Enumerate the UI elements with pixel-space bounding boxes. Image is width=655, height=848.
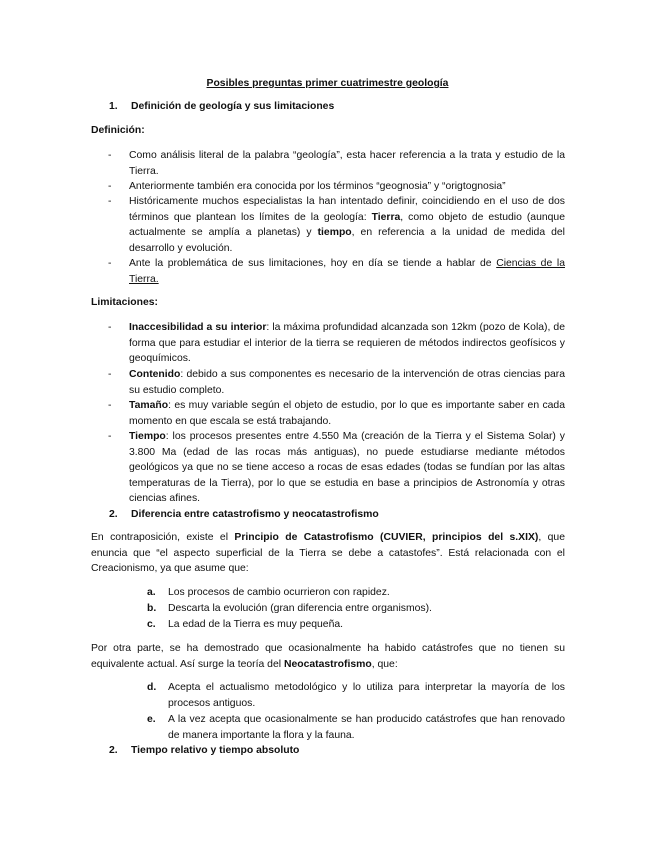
section-2-heading	[109, 507, 379, 523]
neocatastrofismo-paragraph: Por otra parte, se ha demostrado que ocasionalmente ha habido catástrofes que no tienen su equivalente actual. Así surge la teoría del Neocatastrofismo, que:	[91, 643, 565, 670]
section-2-number: 2.	[109, 509, 118, 520]
section-1-number: 1.	[109, 101, 118, 112]
limitation-item: - Contenido: debido a sus componentes es necesario de la intervención de otras ciencias para su estudio completo.	[108, 369, 565, 396]
section-3-number: 2.	[109, 745, 118, 756]
lettered-item: d. Acepta el actualismo metodológico y lo utiliza para interpretar la mayoría de los procesos antiguos.	[147, 682, 565, 709]
definition-label: Definición:	[91, 125, 145, 136]
limitation-item: - Inaccesibilidad a su interior: la máxima profundidad alcanzada son 12km (pozo de Kola), de forma que para estudiar el interior de la tierra se requieren de métodos indirectos geofísicos y geoquímicos.	[108, 322, 565, 365]
term-tierra: Tierra	[371, 211, 401, 223]
section-3-title: Tiempo relativo y tiempo absoluto	[131, 745, 300, 756]
section-3-heading	[109, 743, 299, 759]
lettered-item: c. La edad de la Tierra es muy pequeña.	[147, 619, 344, 630]
ciencias-tierra-link[interactable]: Ciencias de la Tierra.	[129, 258, 565, 285]
section-2-title: Diferencia entre catastrofismo y neocatastrofismo	[131, 509, 379, 520]
limitation-item: - Tiempo: los procesos presentes entre 4.550 Ma (creación de la Tierra y el Sistema Solar) y 3.800 Ma (edad de las rocas más antiguas), no puede estudiarse mediante métodos geológicos ya que no se tiene acceso a rocas de esas edades (todas se fundían por las altas temperaturas de la Tierra), por lo que se estudia en base a principios de Astronomía y otras ciencias afines.	[108, 431, 565, 505]
limitation-item: - Tamaño: es muy variable según el objeto de estudio, por lo que es importante saber en cada momento en que escala se está trabajando.	[108, 400, 565, 427]
definition-item: - Anteriormente también era conocida por los términos “geognosia” y “origtognosia”	[108, 181, 506, 192]
principio-catastrofismo: Principio de Catastrofismo (CUVIER, principios del s.XIX)	[234, 532, 539, 543]
term-neocatastrofismo: Neocatastrofismo	[283, 658, 372, 670]
section-1-heading	[109, 99, 334, 115]
term-tiempo: tiempo	[317, 227, 352, 239]
document-title: Posibles preguntas primer cuatrimestre geología	[206, 78, 449, 89]
lettered-item: b. Descarta la evolución (gran diferencia entre organismos).	[147, 603, 432, 614]
lettered-item: e. A la vez acepta que ocasionalmente se han producido catástrofes que han renovado de manera importante la flora y la fauna.	[147, 714, 565, 741]
section-1-title: Definición de geología y sus limitaciones	[131, 101, 335, 112]
lettered-item: a. Los procesos de cambio ocurrieron con rapidez.	[147, 587, 390, 598]
catastrofismo-paragraph: En contraposición, existe el Principio de Catastrofismo (CUVIER, principios del s.XIX), que enuncia que “el aspecto superficial de la Tierra se debe a catastofes”. Está relacionada con el Creacionismo, ya que asume que:	[91, 532, 565, 575]
definition-item: - Históricamente muchos especialistas la han intentado definir, coincidiendo en el uso de dos términos que plantean los límites de la geología: Tierra, como objeto de estudio (aunque actualmente se amplía a planetas) y tiempo, en referencia a la unidad de medida del desarrollo y evolución.	[108, 196, 565, 254]
limitations-label: Limitaciones:	[91, 297, 158, 308]
definition-item: - Ante la problemática de sus limitaciones, hoy en día se tiende a hablar de Ciencias de la Tierra.	[108, 258, 565, 285]
definition-item: - Como análisis literal de la palabra “geología”, esta hacer referencia a la trata y estudio de la Tierra.	[108, 150, 565, 177]
